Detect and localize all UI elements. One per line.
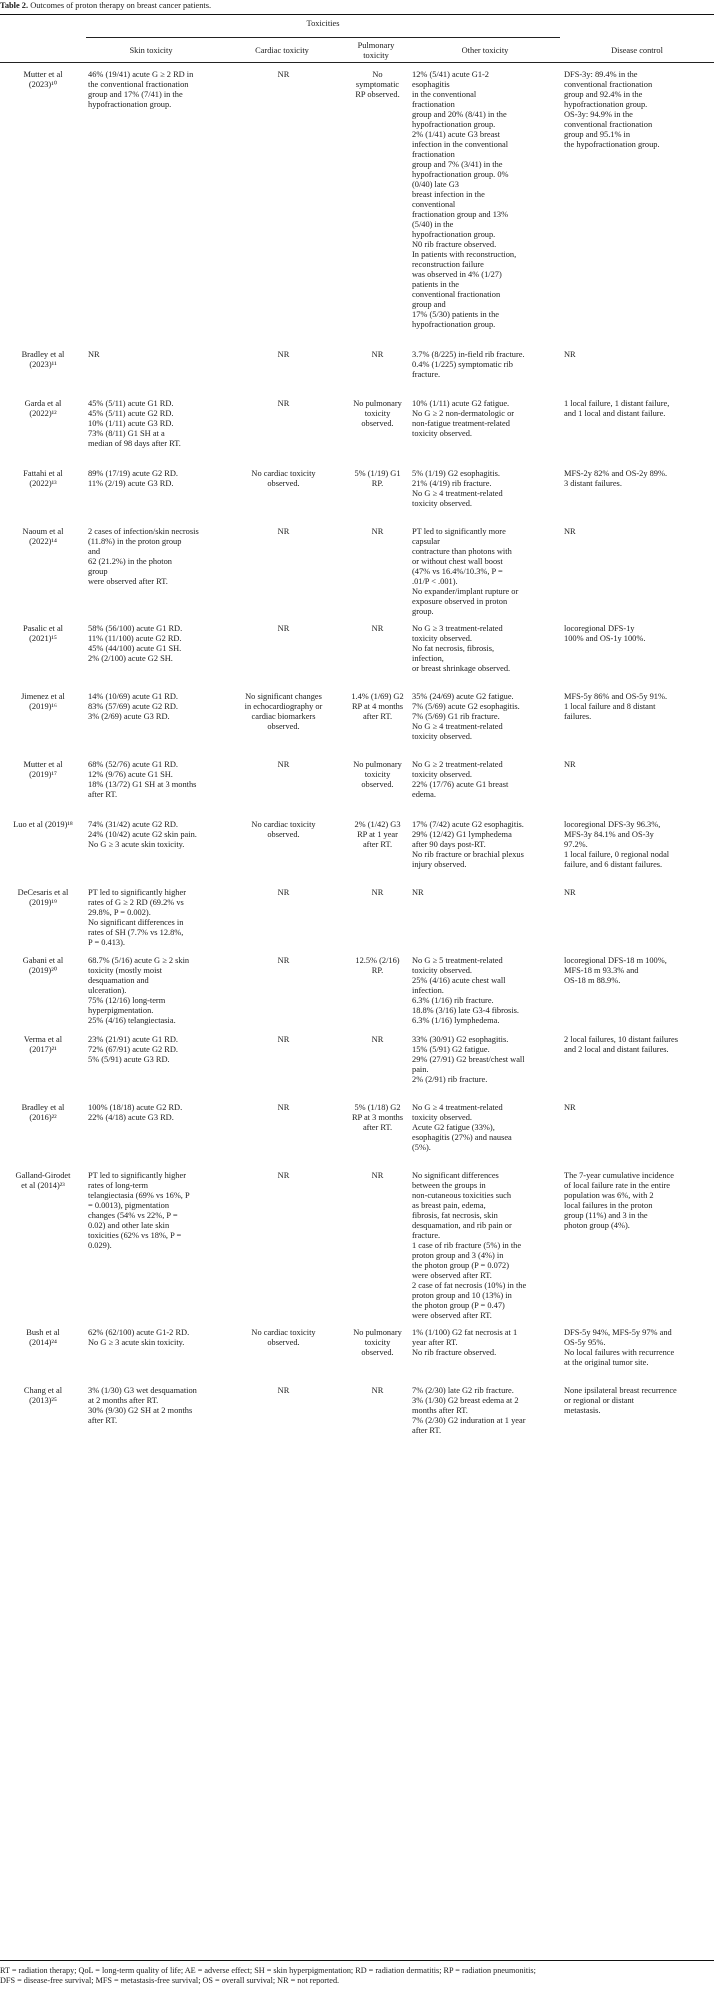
header-toxicities-underline — [86, 37, 560, 38]
cell-pulmonary-toxicity-text: 5% (1/19) G1 RP. — [354, 469, 401, 488]
cell-skin-toxicity — [86, 956, 222, 1035]
cell-cardiac-toxicity — [222, 350, 345, 399]
cell-other-toxicity-text: 35% (24/69) acute G2 fatigue. 7% (5/69) acute G2 esophagitis. 7% (5/69) G1 rib fracture. No G ≥ 4 treatment-related toxicity observed. — [412, 692, 520, 741]
cell-disease-control-text: 2 local failures, 10 distant failures and 2 local and distant failures. — [564, 1035, 678, 1054]
footnote-line-2: DFS = disease-free survival; MFS = metastasis-free survival; OS = overall survival; NR = not reported. — [0, 1976, 340, 1985]
cell-cardiac-toxicity-text: NR — [277, 1386, 290, 1395]
cell-skin-toxicity — [86, 1035, 222, 1103]
cell-pulmonary-toxicity-text: No symptomatic RP observed. — [355, 70, 400, 99]
cell-skin-toxicity — [86, 1328, 222, 1386]
cell-pulmonary-toxicity — [345, 820, 410, 888]
cell-other-toxicity-text: 12% (5/41) acute G1-2 esophagitis in the conventional fractionation group and 20% (8/41) in the hypofractionation group. 2% (1/41) acute G3 breast infection in the conventional fractionation group and 7% (3/41) in the hypofractionation group. 0% (0/40) late G3 breast infection in the conventional fractionation group and 13% (5/40) in the hypofractionation group. N0 rib fracture observed. In patients with reconstruction, reconstruction failure was observed in 4% (1/27) patients in the conventional fractionation group and 17% (5/30) patients in the hypofractionation group. — [412, 70, 517, 329]
cell-cardiac-toxicity-text: NR — [277, 760, 290, 769]
cell-cardiac-toxicity-text: No significant changes in echocardiography or cardiac biomarkers observed. — [244, 692, 323, 731]
table-row — [0, 888, 714, 956]
cell-pulmonary-toxicity — [345, 624, 410, 692]
cell-other-toxicity-text: No G ≥ 5 treatment-related toxicity observed. 25% (4/16) acute chest wall infection. 6.3% (1/16) rib fracture. 18.8% (3/16) late G3-4 fibrosis. 6.3% (1/16) lymphedema. — [412, 956, 519, 1025]
cell-pulmonary-toxicity — [345, 527, 410, 624]
header-other-toxicity: Other toxicity — [461, 46, 509, 55]
cell-disease-control-text: NR — [564, 527, 576, 536]
cell-disease-control-text: MFS-5y 86% and OS-5y 91%. 1 local failure and 8 distant failures. — [564, 692, 668, 721]
cell-other-toxicity-text: No G ≥ 3 treatment-related toxicity observed. No fat necrosis, fibrosis, infection, or breast shrinkage observed. — [412, 624, 511, 673]
table-caption — [0, 1, 211, 11]
cell-other-toxicity — [410, 527, 562, 624]
table-row — [0, 1103, 714, 1171]
cell-study — [0, 760, 86, 820]
cell-study-text: Bradley et al (2016)²² — [21, 1103, 65, 1122]
cell-skin-toxicity — [86, 820, 222, 888]
cell-cardiac-toxicity — [222, 820, 345, 888]
table-footnote — [0, 1966, 714, 1986]
cell-other-toxicity — [410, 350, 562, 399]
cell-cardiac-toxicity-text: No cardiac toxicity observed. — [251, 820, 316, 839]
cell-study — [0, 692, 86, 760]
cell-disease-control-text: locoregional DFS-3y 96.3%, MFS-3y 84.1% and OS-3y 97.2%. 1 local failure, 0 regional nodal failure, and 6 distant failures. — [564, 820, 670, 869]
cell-other-toxicity-text: 10% (1/11) acute G2 fatigue. No G ≥ 2 non-dermatologic or non-fatigue treatment-related toxicity observed. — [412, 399, 515, 438]
cell-pulmonary-toxicity — [345, 1103, 410, 1171]
cell-study-text: Verma et al (2017)²¹ — [23, 1035, 63, 1054]
cell-study — [0, 888, 86, 956]
cell-cardiac-toxicity-text: NR — [277, 624, 290, 633]
cell-disease-control — [562, 70, 714, 350]
cell-pulmonary-toxicity — [345, 760, 410, 820]
cell-cardiac-toxicity — [222, 1103, 345, 1171]
cell-disease-control-text: NR — [564, 1103, 576, 1112]
cell-skin-toxicity-text: 3% (1/30) G3 wet desquamation at 2 months after RT. 30% (9/30) G2 SH at 2 months after RT. — [88, 1386, 197, 1425]
cell-disease-control-text: locoregional DFS-18 m 100%, MFS-18 m 93.3% and OS-18 m 88.9%. — [564, 956, 667, 985]
cell-other-toxicity-text: PT led to significantly more capsular contracture than photons with or without chest wall boost (47% vs 16.4%/10.3%, P = .01/P < .001). No expander/implant rupture or exposure observed in proton group. — [412, 527, 519, 616]
cell-other-toxicity — [410, 760, 562, 820]
cell-pulmonary-toxicity — [345, 692, 410, 760]
table-row — [0, 956, 714, 1035]
cell-study — [0, 469, 86, 527]
cell-disease-control-text: DFS-3y: 89.4% in the conventional fractionation group and 92.4% in the hypofractionation group. OS-3y: 94.9% in the conventional fractionation group and 95.1% in the hypofractionation group. — [564, 70, 660, 149]
cell-disease-control — [562, 350, 714, 399]
cell-skin-toxicity — [86, 1171, 222, 1328]
cell-disease-control — [562, 1386, 714, 1456]
cell-disease-control — [562, 692, 714, 760]
cell-skin-toxicity — [86, 469, 222, 527]
cell-skin-toxicity-text: 89% (17/19) acute G2 RD. 11% (2/19) acute G3 RD. — [88, 469, 179, 488]
outcomes-table-body — [0, 70, 714, 1456]
cell-disease-control-text: MFS-2y 82% and OS-2y 89%. 3 distant failures. — [564, 469, 668, 488]
cell-cardiac-toxicity-text: NR — [277, 70, 290, 79]
cell-cardiac-toxicity-text: NR — [277, 1103, 290, 1112]
cell-study — [0, 399, 86, 469]
cell-disease-control — [562, 399, 714, 469]
cell-skin-toxicity-text: 58% (56/100) acute G1 RD. 11% (11/100) acute G2 RD. 45% (44/100) acute G1 SH. 2% (2/100) acute G2 SH. — [88, 624, 183, 663]
cell-disease-control — [562, 1171, 714, 1328]
cell-pulmonary-toxicity — [345, 1035, 410, 1103]
cell-other-toxicity — [410, 1328, 562, 1386]
table-row — [0, 1328, 714, 1386]
cell-study-text: Bush et al (2014)²⁴ — [26, 1328, 60, 1347]
cell-cardiac-toxicity — [222, 888, 345, 956]
cell-disease-control — [562, 1103, 714, 1171]
cell-pulmonary-toxicity-text: NR — [371, 1035, 384, 1044]
cell-skin-toxicity-text: 68% (52/76) acute G1 RD. 12% (9/76) acute G1 SH. 18% (13/72) G1 SH at 3 months after RT. — [88, 760, 197, 799]
cell-cardiac-toxicity — [222, 1386, 345, 1456]
cell-skin-toxicity-text: 2 cases of infection/skin necrosis (11.8%) in the proton group and 62 (21.2%) in the photon group were observed after RT. — [88, 527, 199, 586]
cell-cardiac-toxicity — [222, 956, 345, 1035]
cell-other-toxicity-text: 17% (7/42) acute G2 esophagitis. 29% (12/42) G1 lymphedema after 90 days post-RT. No rib fracture or brachial plexus injury observed. — [412, 820, 524, 869]
cell-disease-control — [562, 1035, 714, 1103]
cell-other-toxicity-text: 5% (1/19) G2 esophagitis. 21% (4/19) rib fracture. No G ≥ 4 treatment-related toxicity observed. — [412, 469, 503, 508]
cell-study-text: Luo et al (2019)¹⁸ — [13, 820, 73, 829]
cell-pulmonary-toxicity-text: 2% (1/42) G3 RP at 1 year after RT. — [354, 820, 401, 849]
cell-pulmonary-toxicity — [345, 1328, 410, 1386]
table-row — [0, 760, 714, 820]
cell-disease-control-text: NR — [564, 350, 576, 359]
cell-cardiac-toxicity-text: NR — [277, 1035, 290, 1044]
cell-other-toxicity — [410, 70, 562, 350]
cell-pulmonary-toxicity-text: No pulmonary toxicity observed. — [353, 760, 402, 789]
cell-other-toxicity-text: No G ≥ 2 treatment-related toxicity observed. 22% (17/76) acute G1 breast edema. — [412, 760, 509, 799]
cell-disease-control-text: None ipsilateral breast recurrence or regional or distant metastasis. — [564, 1386, 677, 1415]
cell-skin-toxicity — [86, 624, 222, 692]
cell-cardiac-toxicity — [222, 1328, 345, 1386]
cell-other-toxicity — [410, 399, 562, 469]
cell-skin-toxicity — [86, 527, 222, 624]
cell-study — [0, 1171, 86, 1328]
cell-study-text: Mutter et al (2019)¹⁷ — [23, 760, 63, 779]
cell-skin-toxicity-text: 14% (10/69) acute G1 RD. 83% (57/69) acute G2 RD. 3% (2/69) acute G3 RD. — [88, 692, 179, 721]
header-cardiac-toxicity: Cardiac toxicity — [255, 46, 309, 55]
cell-other-toxicity — [410, 624, 562, 692]
table-row — [0, 624, 714, 692]
cell-pulmonary-toxicity — [345, 70, 410, 350]
cell-skin-toxicity-text: 68.7% (5/16) acute G ≥ 2 skin toxicity (mostly moist desquamation and ulceration). 75% (12/16) long-term hyperpigmentation. 25% (4/16) telangiectasia. — [88, 956, 190, 1025]
cell-other-toxicity-text: 1% (1/100) G2 fat necrosis at 1 year after RT. No rib fracture observed. — [412, 1328, 518, 1357]
cell-study-text: Chang et al (2013)²⁵ — [23, 1386, 63, 1405]
cell-cardiac-toxicity-text: NR — [277, 527, 290, 536]
table-row — [0, 399, 714, 469]
cell-pulmonary-toxicity — [345, 1386, 410, 1456]
cell-pulmonary-toxicity — [345, 1171, 410, 1328]
cell-study-text: Jimenez et al (2019)¹⁶ — [21, 692, 65, 711]
cell-study — [0, 820, 86, 888]
cell-cardiac-toxicity-text: NR — [277, 399, 290, 408]
cell-pulmonary-toxicity-text: NR — [371, 1386, 384, 1395]
cell-cardiac-toxicity — [222, 1171, 345, 1328]
cell-pulmonary-toxicity-text: No pulmonary toxicity observed. — [353, 399, 402, 428]
cell-skin-toxicity-text: 45% (5/11) acute G1 RD. 45% (5/11) acute G2 RD. 10% (1/11) acute G3 RD. 73% (8/11) G1 SH at a median of 98 days after RT. — [88, 399, 181, 448]
cell-other-toxicity-text: 33% (30/91) G2 esophagitis. 15% (5/91) G2 fatigue. 29% (27/91) G2 breast/chest wall pain. 2% (2/91) rib fracture. — [412, 1035, 525, 1084]
cell-skin-toxicity-text: 23% (21/91) acute G1 RD. 72% (67/91) acute G2 RD. 5% (5/91) acute G3 RD. — [88, 1035, 179, 1064]
cell-skin-toxicity-text: 74% (31/42) acute G2 RD. 24% (10/42) acute G2 skin pain. No G ≥ 3 acute skin toxicity. — [88, 820, 197, 849]
table-row — [0, 70, 714, 350]
cell-cardiac-toxicity-text: NR — [277, 350, 290, 359]
cell-skin-toxicity — [86, 692, 222, 760]
cell-study-text: Fattahi et al (2022)¹³ — [23, 469, 63, 488]
cell-disease-control-text: NR — [564, 888, 576, 897]
cell-pulmonary-toxicity-text: No pulmonary toxicity observed. — [353, 1328, 402, 1357]
cell-study — [0, 350, 86, 399]
table-top-rule — [0, 14, 714, 15]
cell-other-toxicity-text: No G ≥ 4 treatment-related toxicity observed. Acute G2 fatigue (33%), esophagitis (27%) and nausea (5%). — [412, 1103, 512, 1152]
cell-other-toxicity — [410, 820, 562, 888]
cell-disease-control — [562, 956, 714, 1035]
header-bottom-rule — [0, 62, 714, 63]
cell-other-toxicity — [410, 1386, 562, 1456]
cell-skin-toxicity — [86, 399, 222, 469]
cell-study — [0, 1035, 86, 1103]
table-caption-text: Outcomes of proton therapy on breast cancer patients. — [30, 1, 212, 10]
table-row — [0, 1386, 714, 1456]
cell-study-text: Garda et al (2022)¹² — [24, 399, 62, 418]
cell-other-toxicity-text: 3.7% (8/225) in-field rib fracture. 0.4% (1/225) symptomatic rib fracture. — [412, 350, 525, 379]
header-pulmonary-toxicity: Pulmonary toxicity — [357, 41, 395, 60]
cell-skin-toxicity-text: NR — [88, 350, 100, 359]
cell-cardiac-toxicity — [222, 70, 345, 350]
cell-study-text: Mutter et al (2023)¹⁰ — [23, 70, 63, 89]
outcomes-table — [0, 70, 714, 1456]
cell-cardiac-toxicity-text: NR — [277, 888, 290, 897]
table-row — [0, 350, 714, 399]
cell-disease-control-text: NR — [564, 760, 576, 769]
cell-other-toxicity — [410, 888, 562, 956]
cell-study-text: Bradley et al (2023)¹¹ — [21, 350, 65, 369]
table-row — [0, 469, 714, 527]
cell-pulmonary-toxicity — [345, 399, 410, 469]
cell-pulmonary-toxicity-text: NR — [371, 350, 384, 359]
cell-other-toxicity — [410, 469, 562, 527]
header-skin-toxicity: Skin toxicity — [129, 46, 173, 55]
cell-cardiac-toxicity-text: No cardiac toxicity observed. — [251, 1328, 316, 1347]
cell-skin-toxicity-text: 100% (18/18) acute G2 RD. 22% (4/18) acute G3 RD. — [88, 1103, 183, 1122]
table-row — [0, 820, 714, 888]
cell-pulmonary-toxicity — [345, 469, 410, 527]
cell-disease-control — [562, 1328, 714, 1386]
cell-skin-toxicity-text: PT led to significantly higher rates of G ≥ 2 RD (69.2% vs 29.8%, P = 0.002). No significant differences in rates of SH (7.7% vs 12.8%, P = 0.413). — [88, 888, 187, 947]
header-disease-control: Disease control — [611, 46, 663, 55]
cell-disease-control — [562, 888, 714, 956]
cell-disease-control — [562, 527, 714, 624]
cell-study-text: DeCesaris et al (2019)¹⁹ — [17, 888, 69, 907]
cell-pulmonary-toxicity-text: 5% (1/18) G2 RP at 3 months after RT. — [351, 1103, 404, 1132]
cell-other-toxicity-text: 7% (2/30) late G2 rib fracture. 3% (1/30) G2 breast edema at 2 months after RT. 7% (2/30) G2 induration at 1 year after RT. — [412, 1386, 526, 1435]
cell-study — [0, 527, 86, 624]
cell-cardiac-toxicity — [222, 469, 345, 527]
cell-pulmonary-toxicity-text: NR — [371, 1171, 384, 1180]
cell-study-text: Naoum et al (2022)¹⁴ — [22, 527, 64, 546]
cell-skin-toxicity-text: 62% (62/100) acute G1-2 RD. No G ≥ 3 acute skin toxicity. — [88, 1328, 190, 1347]
cell-pulmonary-toxicity — [345, 956, 410, 1035]
cell-disease-control — [562, 820, 714, 888]
cell-other-toxicity — [410, 1171, 562, 1328]
table-bottom-rule — [0, 1960, 714, 1961]
cell-disease-control — [562, 760, 714, 820]
cell-skin-toxicity-text: PT led to significantly higher rates of long-term telangiectasia (69% vs 16%, P = 0.0013), pigmentation changes (54% vs 22%, P = 0.02) and other late skin toxicities (62% vs 18%, P = 0.029). — [88, 1171, 190, 1250]
footnote-line-1: RT = radiation therapy; QoL = long-term quality of life; AE = adverse effect; SH = skin hyperpigmentation; RD = radiation dermatitis; RP = radiation pneumonitis; — [0, 1966, 536, 1975]
cell-disease-control — [562, 469, 714, 527]
cell-study-text: Pasalic et al (2021)¹⁵ — [23, 624, 63, 643]
cell-disease-control-text: locoregional DFS-1y 100% and OS-1y 100%. — [564, 624, 646, 643]
cell-skin-toxicity — [86, 1103, 222, 1171]
cell-cardiac-toxicity — [222, 399, 345, 469]
cell-study — [0, 1103, 86, 1171]
cell-pulmonary-toxicity-text: 12.5% (2/16) RP. — [355, 956, 400, 975]
cell-study — [0, 624, 86, 692]
cell-other-toxicity — [410, 692, 562, 760]
cell-study — [0, 70, 86, 350]
cell-disease-control — [562, 624, 714, 692]
cell-skin-toxicity — [86, 70, 222, 350]
cell-cardiac-toxicity — [222, 760, 345, 820]
cell-study — [0, 1386, 86, 1456]
cell-other-toxicity-text: NR — [412, 888, 424, 897]
cell-pulmonary-toxicity — [345, 888, 410, 956]
cell-cardiac-toxicity — [222, 527, 345, 624]
cell-cardiac-toxicity-text: NR — [277, 956, 290, 965]
cell-skin-toxicity — [86, 1386, 222, 1456]
cell-pulmonary-toxicity-text: NR — [371, 527, 384, 536]
cell-disease-control-text: DFS-5y 94%, MFS-5y 97% and OS-5y 95%. No local failures with recurrence at the original tumor site. — [564, 1328, 675, 1367]
cell-study-text: Galland-Girodet et al (2014)²³ — [15, 1171, 71, 1190]
cell-disease-control-text: The 7-year cumulative incidence of local failure rate in the entire population was 6%, with 2 local failures in the proton group (11%) and 3 in the photon group (4%). — [564, 1171, 674, 1230]
cell-pulmonary-toxicity-text: NR — [371, 624, 384, 633]
table-caption-label: Table 2. — [0, 1, 29, 10]
cell-cardiac-toxicity — [222, 624, 345, 692]
cell-study — [0, 956, 86, 1035]
cell-cardiac-toxicity-text: No cardiac toxicity observed. — [251, 469, 316, 488]
cell-pulmonary-toxicity — [345, 350, 410, 399]
table-row — [0, 692, 714, 760]
cell-other-toxicity — [410, 1103, 562, 1171]
table-row — [0, 1035, 714, 1103]
cell-other-toxicity — [410, 956, 562, 1035]
cell-study-text: Gabani et al (2019)²⁰ — [22, 956, 64, 975]
cell-cardiac-toxicity — [222, 1035, 345, 1103]
cell-skin-toxicity — [86, 350, 222, 399]
header-toxicities-group: Toxicities — [306, 19, 340, 28]
cell-study — [0, 1328, 86, 1386]
cell-cardiac-toxicity-text: NR — [277, 1171, 290, 1180]
cell-other-toxicity — [410, 1035, 562, 1103]
cell-skin-toxicity — [86, 888, 222, 956]
cell-pulmonary-toxicity-text: 1.4% (1/69) G2 RP at 4 months after RT. — [351, 692, 404, 721]
cell-disease-control-text: 1 local failure, 1 distant failure, and 1 local and distant failure. — [564, 399, 670, 418]
table-row — [0, 527, 714, 624]
table-row — [0, 1171, 714, 1328]
cell-other-toxicity-text: No significant differences between the groups in non-cutaneous toxicities such as breast pain, edema, fibrosis, fat necrosis, skin desquamation, and rib pain or fracture. 1 case of rib fracture (5%) in the proton group and 3 (4%) in the photon group (P = 0.072) were observed after RT. 2 case of fat necrosis (10%) in the proton group and 10 (13%) in the photon group (P = 0.47) were observed after RT. — [412, 1171, 527, 1320]
cell-pulmonary-toxicity-text: NR — [371, 888, 384, 897]
cell-cardiac-toxicity — [222, 692, 345, 760]
cell-skin-toxicity-text: 46% (19/41) acute G ≥ 2 RD in the conventional fractionation group and 17% (7/41) in the hypofractionation group. — [88, 70, 194, 109]
cell-skin-toxicity — [86, 760, 222, 820]
